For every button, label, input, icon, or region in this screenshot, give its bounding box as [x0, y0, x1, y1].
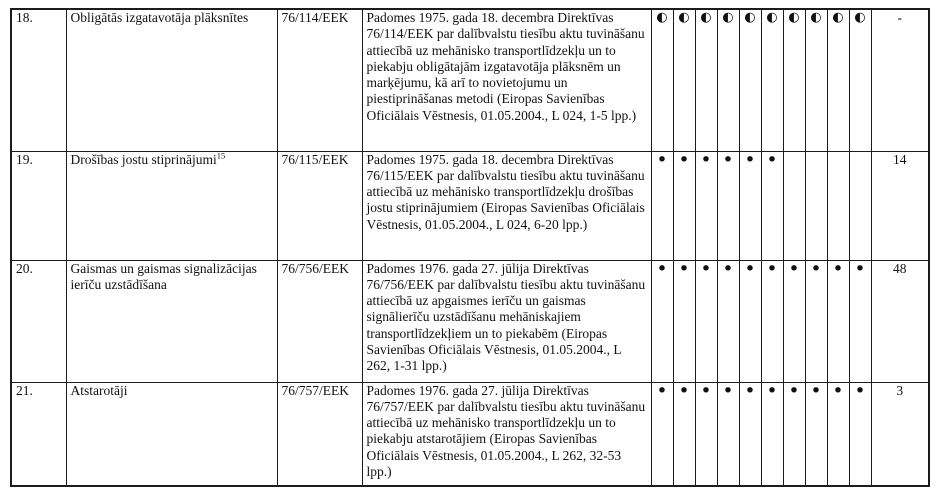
- description-cell: Padomes 1975. gada 18. decembra Direktīvas 76/115/EEK par dalībvalstu tiesību aktu tuvināšanu attiecībā uz mehānisko transportlīdzekļu drošības jostu stiprinājumiem (Eiropas Savienības Oficiālais Vēstnesis, 01.05.2004., L 024, 6-20 lpp.): [362, 151, 651, 260]
- subject-cell: [66, 382, 277, 486]
- category-mark-cell: ◐: [673, 9, 695, 151]
- category-mark-cell: ◐: [717, 9, 739, 151]
- category-mark-cell: ◐: [849, 9, 871, 151]
- footnote-marker: 15: [216, 151, 226, 160]
- category-mark-cell: •: [695, 260, 717, 382]
- description-cell: Padomes 1975. gada 18. decembra Direktīvas 76/114/EEK par dalībvalstu tiesību aktu tuvināšanu attiecībā uz mehānisko transportlīdzekļu un to piekabju obligātajām izgatavotāja plāksnēm un marķējumu, kā arī to novietojumu un piestiprināšanas metodi (Eiropas Savienības Oficiālais Vēstnesis, 01.05.2004., L 024, 1-5 lpp.): [362, 9, 651, 151]
- category-mark-cell: •: [783, 382, 805, 486]
- category-mark-cell: •: [761, 260, 783, 382]
- subject-cell: [66, 9, 277, 151]
- category-mark-cell: •: [761, 151, 783, 260]
- points-cell: -: [871, 9, 929, 151]
- subject-label: Atstarotāji: [70, 382, 128, 398]
- category-mark-cell: •: [717, 260, 739, 382]
- category-mark-cell: •: [805, 260, 827, 382]
- category-mark-cell: [783, 151, 805, 260]
- row-number-cell: 19.: [11, 151, 66, 260]
- category-mark-cell: •: [739, 151, 761, 260]
- category-mark-cell: •: [849, 382, 871, 486]
- category-mark-cell: ◐: [739, 9, 761, 151]
- category-mark-cell: [849, 151, 871, 260]
- table-row: [11, 151, 929, 260]
- category-mark-cell: •: [673, 382, 695, 486]
- description-cell: Padomes 1976. gada 27. jūlija Direktīvas 76/757/EEK par dalībvalstu tiesību aktu tuvināšanu attiecībā uz mehānisko transportlīdzekļu un to piekabju atstarotājiem (Eiropas Savienības Oficiālais Vēstnesis, 01.05.2004., L 262, 32-53 lpp.): [362, 382, 651, 486]
- row-number-cell: 21.: [11, 382, 66, 486]
- directive-code-cell: 76/757/EEK: [277, 382, 362, 486]
- directive-code-cell: 76/115/EEK: [277, 151, 362, 260]
- category-mark-cell: ◐: [783, 9, 805, 151]
- category-mark-cell: •: [651, 151, 673, 260]
- category-mark-cell: •: [651, 382, 673, 486]
- description-cell: Padomes 1976. gada 27. jūlija Direktīvas 76/756/EEK par dalībvalstu tiesību aktu tuvināšanu attiecībā uz apgaismes ierīču un gaismas signālierīču uzstādīšanu mehāniskajiem transportlīdzekļiem un to piekabēm (Eiropas Savienības Oficiālais Vēstnesis, 01.05.2004., L 262, 1-31 lpp.): [362, 260, 651, 382]
- category-mark-cell: ◐: [651, 9, 673, 151]
- category-mark-cell: •: [739, 260, 761, 382]
- table-row: [11, 260, 929, 382]
- category-mark-cell: •: [827, 260, 849, 382]
- vehicle-directives-table: [10, 8, 930, 487]
- category-mark-cell: •: [695, 151, 717, 260]
- row-number-cell: 18.: [11, 9, 66, 151]
- subject-cell: [66, 260, 277, 382]
- subject-label: Drošības jostu stiprinājumi: [70, 151, 217, 167]
- category-mark-cell: •: [849, 260, 871, 382]
- table-row: [11, 9, 929, 151]
- category-mark-cell: ◐: [761, 9, 783, 151]
- category-mark-cell: •: [739, 382, 761, 486]
- subject-cell: [66, 151, 277, 260]
- points-cell: 48: [871, 260, 929, 382]
- points-cell: 3: [871, 382, 929, 486]
- category-mark-cell: [827, 151, 849, 260]
- points-cell: 14: [871, 151, 929, 260]
- directive-code-cell: 76/756/EEK: [277, 260, 362, 382]
- directive-code-cell: 76/114/EEK: [277, 9, 362, 151]
- category-mark-cell: •: [717, 151, 739, 260]
- category-mark-cell: •: [761, 382, 783, 486]
- subject-label: Gaismas un gaismas signalizācijas ierīču uzstādīšana: [70, 260, 257, 292]
- category-mark-cell: [805, 151, 827, 260]
- category-mark-cell: ◐: [695, 9, 717, 151]
- category-mark-cell: •: [717, 382, 739, 486]
- table-row: [11, 382, 929, 486]
- subject-label: Obligātās izgatavotāja plāksnītes: [70, 10, 249, 25]
- category-mark-cell: •: [827, 382, 849, 486]
- row-number-cell: 20.: [11, 260, 66, 382]
- category-mark-cell: ◐: [805, 9, 827, 151]
- category-mark-cell: •: [673, 151, 695, 260]
- category-mark-cell: •: [673, 260, 695, 382]
- category-mark-cell: •: [805, 382, 827, 486]
- category-mark-cell: •: [651, 260, 673, 382]
- category-mark-cell: ◐: [827, 9, 849, 151]
- category-mark-cell: •: [695, 382, 717, 486]
- category-mark-cell: •: [783, 260, 805, 382]
